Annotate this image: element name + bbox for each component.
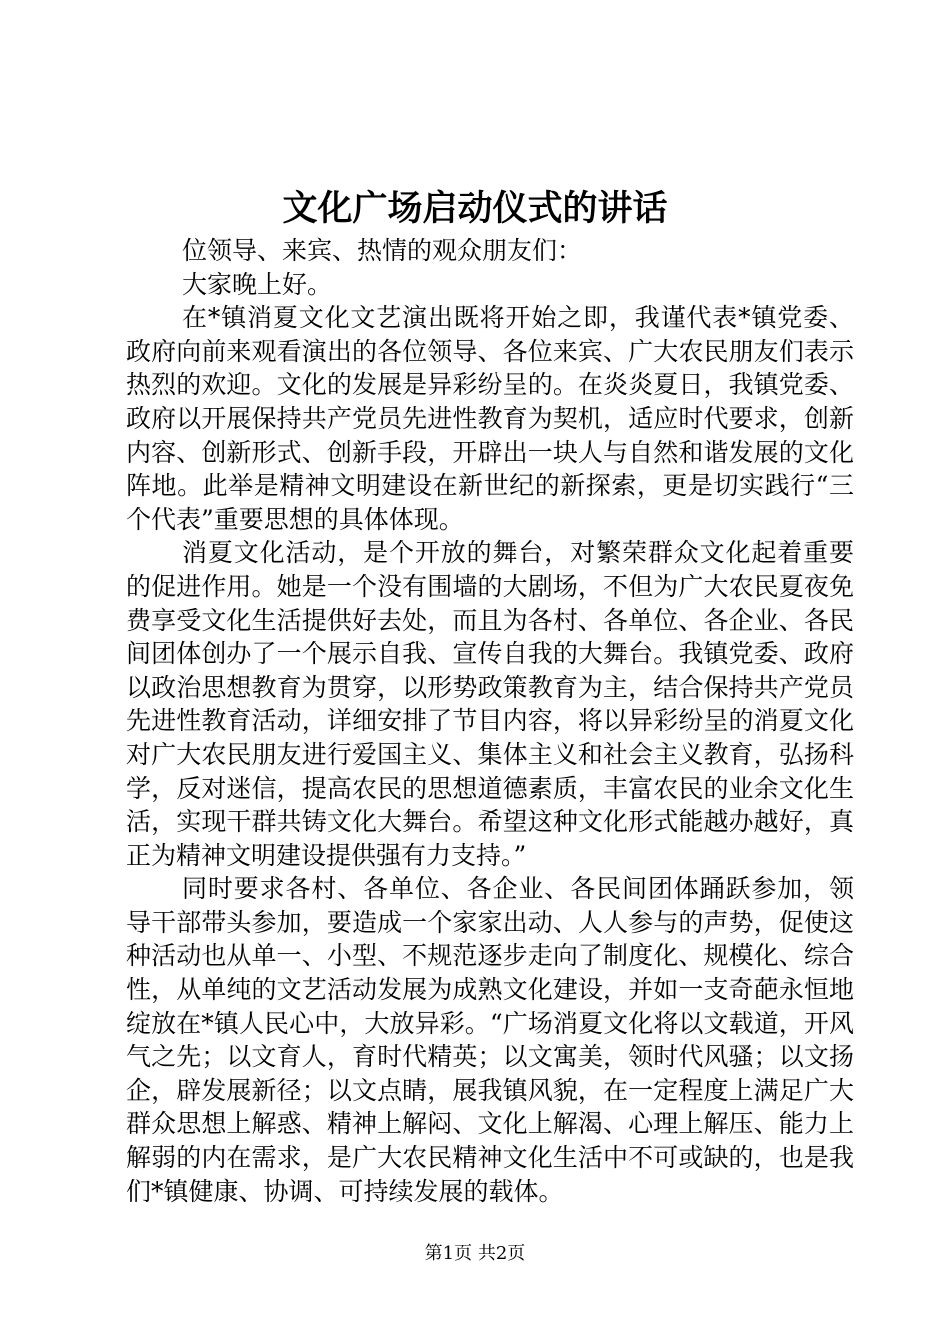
body-paragraph: 消夏文化活动，是个开放的舞台，对繁荣群众文化起着重要的促进作用。她是一个没有围墙的大剧场，不但为广大农民夏夜免费享受文化生活提供好去处，而且为各村、各单位、各企业、各民间团体创办了一个展示自我、宣传自我的大舞台。我镇党委、政府以政治思想教育为贯穿，以形势政策教育为主，结合保持共产党员先进性教育活动，详细安排了节目内容，将以异彩纷呈的消夏文化对广大农民朋友进行爱国主义、集体主义和社会主义教育，弘扬科学，反对迷信，提高农民的思想道德素质，丰富农民的业余文化生活，实现干群共铸文化大舞台。希望这种文化形式能越办越好，真正为精神文明建设提供强有力支持。” xyxy=(126,538,854,870)
document-body xyxy=(126,234,854,1208)
body-paragraph: 在*镇消夏文化文艺演出既将开始之即，我谨代表*镇党委、政府向前来观看演出的各位领导、各位来宾、广大农民朋友们表示热烈的欢迎。文化的发展是异彩纷呈的。在炎炎夏日，我镇党委、政府以开展保持共产党员先进性教育为契机，适应时代要求，创新内容、创新形式、创新手段，开辟出一块人与自然和谐发展的文化阵地。此举是精神文明建设在新世纪的新探索，更是切实践行“三个代表”重要思想的具体体现。 xyxy=(126,303,854,534)
document-title: 文化广场启动仪式的讲话 xyxy=(282,188,668,229)
greeting-paragraph: 大家晚上好。 xyxy=(182,269,333,299)
salutation-paragraph: 位领导、来宾、热情的观众朋友们： xyxy=(182,236,583,265)
page-footer: 第1页 共2页 xyxy=(424,1243,526,1264)
body-paragraph: 同时要求各村、各单位、各企业、各民间团体踊跃参加，领导干部带头参加，要造成一个家家出动、人人参与的声势，促使这种活动也从单一、小型、不规范逐步走向了制度化、规模化、综合性，从单纯的文艺活动发展为成熟文化建设，并如一支奇葩永恒地绽放在*镇人民心中，大放异彩。“广场消夏文化将以文载道，开风气之先；以文育人，育时代精英；以文寓美，领时代风骚；以文扬企，辟发展新径；以文点睛，展我镇风貌，在一定程度上满足广大群众思想上解惑、精神上解闷、文化上解渴、心理上解压、能力上解弱的内在需求，是广大农民精神文化生活中不可或缺的，也是我们*镇健康、协调、可持续发展的载体。 xyxy=(126,874,854,1206)
